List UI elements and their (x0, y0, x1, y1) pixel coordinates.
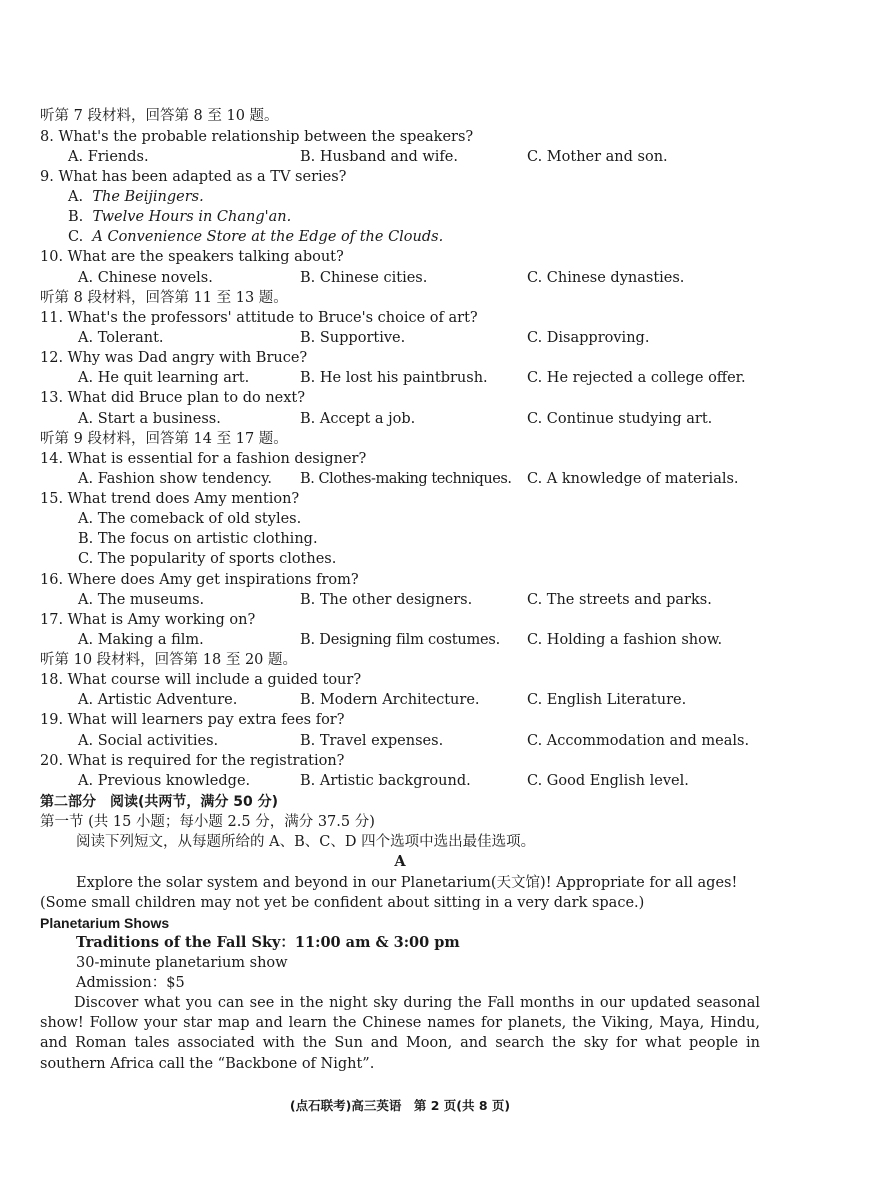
q9-option-b (68, 207, 291, 227)
option-label: B. (68, 209, 84, 225)
q20-option-b: B. Artistic background. (300, 773, 471, 789)
q15-option-c: C. The popularity of sports clothes. (78, 551, 337, 567)
q14-option-a: A. Fashion show tendency. (78, 471, 272, 487)
q10-option-a: A. Chinese novels. (78, 270, 213, 286)
question-20-stem: 20. What is required for the registration? (40, 753, 345, 769)
passage-letter: A (394, 853, 406, 870)
question-14-stem: 14. What is essential for a fashion designer? (40, 451, 367, 467)
option-text: A Convenience Store at the Edge of the Clouds. (92, 229, 444, 245)
q17-option-a: A. Making a film. (78, 632, 204, 648)
q19-option-b: B. Travel expenses. (300, 733, 444, 749)
q8-option-c: C. Mother and son. (527, 149, 668, 165)
part-two-subtitle: 第一节 (共 15 小题；每小题 2.5 分，满分 37.5 分) (40, 814, 375, 830)
part-two-title: 第二部分 阅读(共两节，满分 50 分) (40, 794, 279, 810)
q15-option-a: A. The comeback of old styles. (78, 511, 302, 527)
q18-option-b: B. Modern Architecture. (300, 692, 480, 708)
q10-option-b: B. Chinese cities. (300, 270, 428, 286)
question-13-stem: 13. What did Bruce plan to do next? (40, 390, 306, 406)
q13-option-b: B. Accept a job. (300, 411, 416, 427)
question-17-stem: 17. What is Amy working on? (40, 612, 256, 628)
question-10-stem: 10. What are the speakers talking about? (40, 249, 344, 265)
section-heading: Planetarium Shows (40, 915, 170, 931)
q12-option-a: A. He quit learning art. (78, 370, 250, 386)
q11-option-b: B. Supportive. (300, 330, 406, 346)
q9-option-a (68, 187, 204, 207)
passage-intro-note: (Some small children may not yet be confident about sitting in a very dark space.) (40, 895, 645, 911)
question-18-stem: 18. What course will include a guided tour? (40, 672, 362, 688)
q13-option-c: C. Continue studying art. (527, 411, 713, 427)
question-9-stem: 9. What has been adapted as a TV series? (40, 169, 347, 185)
q11-option-a: A. Tolerant. (78, 330, 164, 346)
q17-option-b: B. Designing film costumes. (300, 632, 501, 648)
q9-option-c (68, 227, 443, 247)
q14-option-b: B. Clothes-making techniques. (300, 471, 512, 487)
show-title: Traditions of the Fall Sky：11:00 am & 3:00 pm (76, 934, 460, 951)
q11-option-c: C. Disapproving. (527, 330, 650, 346)
section-heading: 听第 9 段材料，回答第 14 至 17 题。 (40, 431, 288, 447)
option-text: The Beijingers. (92, 189, 204, 205)
q8-option-a: A. Friends. (68, 149, 149, 165)
page-footer: (点石联考)高三英语 第 2 页(共 8 页) (289, 1098, 511, 1113)
q19-option-c: C. Accommodation and meals. (527, 733, 750, 749)
q16-option-c: C. The streets and parks. (527, 592, 712, 608)
option-text: Twelve Hours in Chang'an. (92, 209, 292, 225)
q18-option-a: A. Artistic Adventure. (78, 692, 238, 708)
q20-option-c: C. Good English level. (527, 773, 689, 789)
section-heading: 听第 7 段材料，回答第 8 至 10 题。 (40, 108, 279, 124)
section-heading: 听第 8 段材料，回答第 11 至 13 题。 (40, 290, 288, 306)
show-description: Discover what you can see in the night sky during the Fall months in our updated seasonal show! Follow your star map and learn the Chinese names for planets, the Viking, Maya, Hindu, and Roman tales associated with the Sun and Moon, and search the sky for what people in southern Africa call the “Backbone of Night”. (40, 995, 760, 1072)
q13-option-a: A. Start a business. (78, 411, 221, 427)
q19-option-a: A. Social activities. (78, 733, 219, 749)
question-19-stem: 19. What will learners pay extra fees for? (40, 712, 345, 728)
question-16-stem: 16. Where does Amy get inspirations from? (40, 572, 359, 588)
question-8-stem: 8. What's the probable relationship between the speakers? (40, 129, 474, 145)
option-label: C. (68, 229, 84, 245)
q20-option-a: A. Previous knowledge. (78, 773, 251, 789)
q17-option-c: C. Holding a fashion show. (527, 632, 723, 648)
q12-option-c: C. He rejected a college offer. (527, 370, 746, 386)
section-heading: 听第 10 段材料，回答第 18 至 20 题。 (40, 652, 298, 668)
q10-option-c: C. Chinese dynasties. (527, 270, 685, 286)
show-admission: Admission：$5 (76, 975, 185, 991)
question-15-stem: 15. What trend does Amy mention? (40, 491, 300, 507)
show-duration: 30-minute planetarium show (76, 955, 288, 971)
part-two-instruction: 阅读下列短文，从每题所给的 A、B、C、D 四个选项中选出最佳选项。 (76, 834, 536, 850)
option-label: A. (68, 189, 84, 205)
q8-option-b: B. Husband and wife. (300, 149, 458, 165)
question-11-stem: 11. What's the professors' attitude to Bruce's choice of art? (40, 310, 478, 326)
q16-option-a: A. The museums. (78, 592, 205, 608)
question-12-stem: 12. Why was Dad angry with Bruce? (40, 350, 308, 366)
q14-option-c: C. A knowledge of materials. (527, 471, 739, 487)
q16-option-b: B. The other designers. (300, 592, 473, 608)
q12-option-b: B. He lost his paintbrush. (300, 370, 488, 386)
passage-intro: Explore the solar system and beyond in our Planetarium(天文馆)! Appropriate for all ages! (76, 875, 738, 891)
q15-option-b: B. The focus on artistic clothing. (78, 531, 318, 547)
q18-option-c: C. English Literature. (527, 692, 687, 708)
